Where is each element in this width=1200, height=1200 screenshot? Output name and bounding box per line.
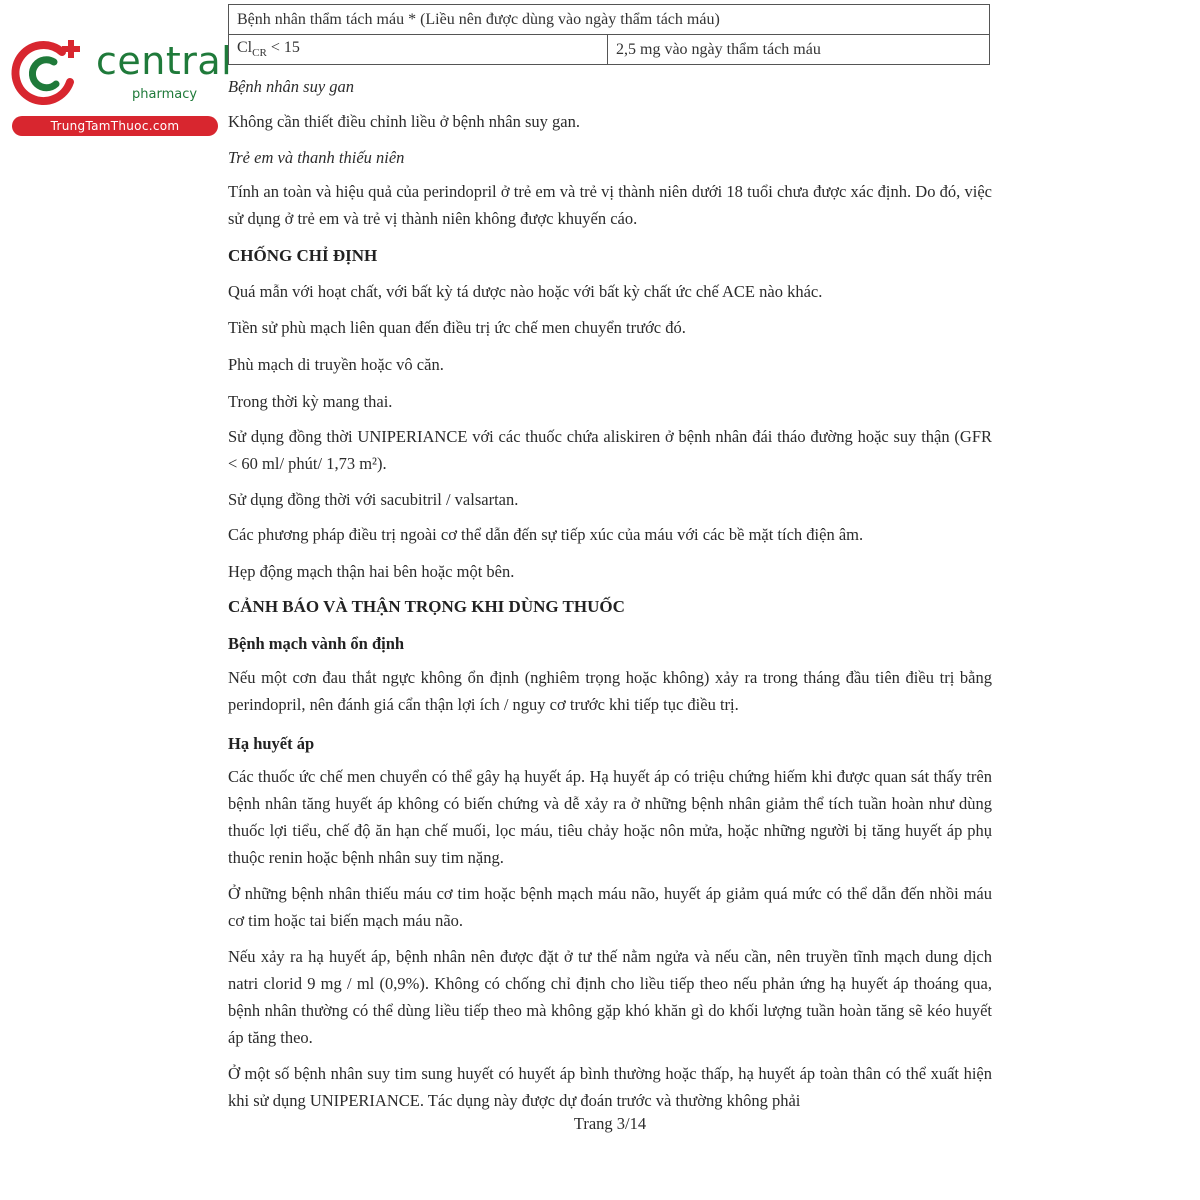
paragraph: Ở một số bệnh nhân suy tim sung huyết có huyết áp bình thường hoặc thấp, hạ huyết áp toàn thân có thể xuất hiện khi sử dụng UNIPERIANCE. Tác dụng này được dự đoán trước và thường không phải [228, 1064, 992, 1110]
subheading-liver: Bệnh nhân suy gan [228, 77, 355, 96]
paragraph: Không cần thiết điều chỉnh liều ở bệnh nhân suy gan. [228, 112, 580, 131]
paragraph: Trong thời kỳ mang thai. [228, 392, 393, 411]
table-row [229, 5, 990, 35]
section-heading: CẢNH BÁO VÀ THẬN TRỌNG KHI DÙNG THUỐC [228, 597, 625, 616]
subheading-children: Trẻ em và thanh thiếu niên [228, 148, 405, 167]
logo-website-badge: TrungTamThuoc.com [12, 116, 218, 136]
table-header-cell: Bệnh nhân thẩm tách máu * (Liều nên được dùng vào ngày thẩm tách máu) [229, 5, 990, 35]
table-cell-clearance [229, 35, 608, 65]
page-number: Trang 3/14 [573, 1114, 647, 1133]
paragraph: Các phương pháp điều trị ngoài cơ thể dẫn đến sự tiếp xúc của máu với các bề mặt tích điện âm. [228, 525, 864, 544]
paragraph: Sử dụng đồng thời với sacubitril / valsartan. [228, 490, 519, 509]
paragraph: Hẹp động mạch thận hai bên hoặc một bên. [228, 562, 515, 581]
dosage-table [228, 4, 990, 65]
table-cell-dose: 2,5 mg vào ngày thẩm tách máu [608, 35, 990, 65]
pharmacy-cross-logo-icon [10, 38, 94, 108]
paragraph: Nếu một cơn đau thắt ngực không ổn định (nghiêm trọng hoặc không) xảy ra trong tháng đầu tiên điều trị bằng perindopril, nên đánh giá cẩn thận lợi ích / nguy cơ trước khi tiếp tục điều trị. [228, 668, 992, 714]
paragraph: Tiền sử phù mạch liên quan đến điều trị ức chế men chuyển trước đó. [228, 318, 686, 337]
paragraph: Ở những bệnh nhân thiếu máu cơ tim hoặc bệnh mạch máu não, huyết áp giảm quá mức có thể dẫn đến nhồi máu cơ tim hoặc tai biến mạch máu não. [228, 884, 992, 930]
subheading: Hạ huyết áp [228, 734, 315, 753]
section-heading: CHỐNG CHỈ ĐỊNH [228, 246, 378, 265]
logo-subtitle: pharmacy [132, 87, 198, 102]
paragraph: Quá mẫn với hoạt chất, với bất kỳ tá dược nào hoặc với bất kỳ chất ức chế ACE nào khác. [228, 282, 823, 301]
paragraph: Nếu xảy ra hạ huyết áp, bệnh nhân nên được đặt ở tư thế nằm ngửa và nếu cần, nên truyền tĩnh mạch dung dịch natri clorid 9 mg / ml (0,9%). Không có chống chỉ định cho liều tiếp theo nếu phản ứng hạ huyết áp thoáng qua, bệnh nhân thường có thể dùng liều tiếp theo mà không gặp khó khăn gì do khối lượng tuần hoàn tăng sẽ kéo huyết áp tăng theo. [228, 947, 992, 1047]
paragraph: Sử dụng đồng thời UNIPERIANCE với các thuốc chứa aliskiren ở bệnh nhân đái tháo đường hoặc suy thận (GFR < 60 ml/ phút/ 1,73 m²). [228, 427, 992, 473]
paragraph: Các thuốc ức chế men chuyển có thể gây hạ huyết áp. Hạ huyết áp có triệu chứng hiếm khi được quan sát thấy trên bệnh nhân tăng huyết áp không có biến chứng và dễ xảy ra ở những bệnh nhân giảm thể tích tuần hoàn như dùng thuốc lợi tiểu, chế độ ăn hạn chế muối, lọc máu, tiêu chảy hoặc nôn mửa, hoặc những người bị tăng huyết áp phụ thuộc renin hoặc bệnh nhân suy tim nặng. [228, 767, 992, 867]
clearance-threshold: < 15 [266, 39, 300, 57]
table-row [229, 35, 990, 65]
central-pharmacy-logo [10, 38, 233, 138]
paragraph: Phù mạch di truyền hoặc vô căn. [228, 355, 444, 374]
logo-brand-text: central [96, 39, 233, 83]
clearance-symbol: Cl [237, 39, 253, 57]
subheading: Bệnh mạch vành ổn định [228, 634, 405, 653]
paragraph: Tính an toàn và hiệu quả của perindopril ở trẻ em và trẻ vị thành niên dưới 18 tuổi chưa được xác định. Do đó, việc sử dụng ở trẻ em và trẻ vị thành niên không được khuyến cáo. [228, 182, 992, 228]
clearance-subscript: CR [252, 47, 267, 60]
